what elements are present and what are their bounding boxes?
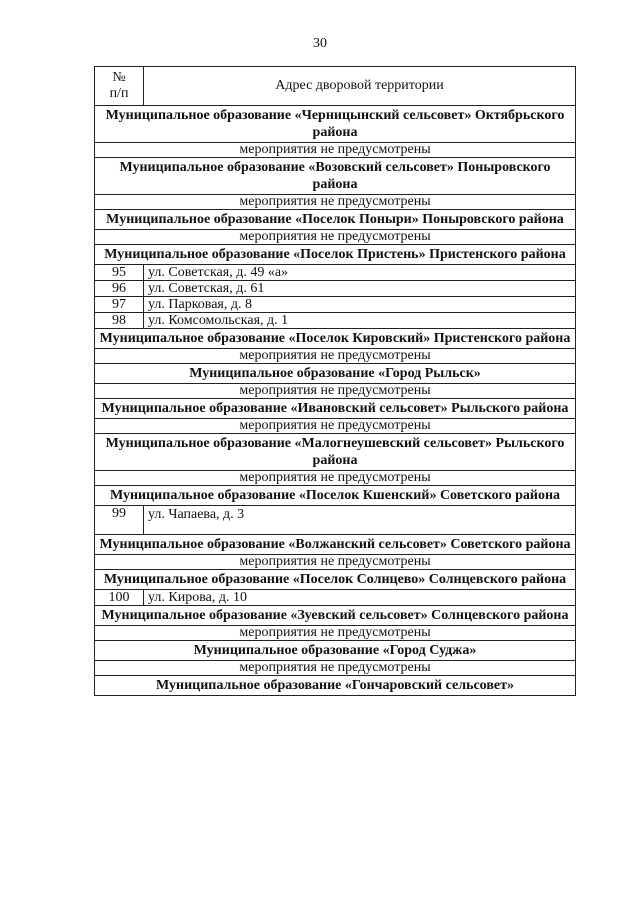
no-measures-note: мероприятия не предусмотрены (95, 349, 576, 364)
municipality-heading: Муниципальное образование «Поселок Кшенский» Советского района (95, 486, 576, 506)
no-measures-row (95, 419, 576, 434)
table-body (95, 106, 576, 696)
no-measures-row (95, 626, 576, 641)
row-address: ул. Советская, д. 61 (144, 281, 576, 297)
no-measures-row (95, 349, 576, 364)
no-measures-row (95, 555, 576, 570)
header-number (95, 67, 144, 106)
no-measures-row (95, 143, 576, 158)
no-measures-note: мероприятия не предусмотрены (95, 626, 576, 641)
no-measures-note: мероприятия не предусмотрены (95, 230, 576, 245)
no-measures-note: мероприятия не предусмотрены (95, 471, 576, 486)
table-row (95, 297, 576, 313)
row-number: 96 (95, 281, 144, 297)
municipality-heading-row (95, 606, 576, 626)
municipality-heading-row (95, 329, 576, 349)
municipality-heading-row (95, 106, 576, 143)
row-address: ул. Комсомольская, д. 1 (144, 313, 576, 329)
row-number: 99 (95, 506, 144, 535)
municipality-heading: Муниципальное образование «Зуевский сельсовет» Солнцевского района (95, 606, 576, 626)
row-address: ул. Советская, д. 49 «а» (144, 265, 576, 281)
municipality-heading: Муниципальное образование «Поселок Пристень» Пристенского района (95, 245, 576, 265)
municipality-heading: Муниципальное образование «Поселок Солнцево» Солнцевского района (95, 570, 576, 590)
no-measures-row (95, 230, 576, 245)
table-row (95, 313, 576, 329)
no-measures-note: мероприятия не предусмотрены (95, 661, 576, 676)
municipality-heading: Муниципальное образование «Гончаровский сельсовет» (95, 676, 576, 696)
table-row (95, 281, 576, 297)
municipality-heading-row (95, 210, 576, 230)
page-number: 30 (313, 36, 327, 51)
row-address: ул. Чапаева, д. 3 (144, 506, 576, 535)
table-row (95, 506, 576, 535)
municipality-heading-row (95, 158, 576, 195)
municipality-heading: Муниципальное образование «Город Суджа» (95, 641, 576, 661)
table-header-row (95, 67, 576, 106)
no-measures-note: мероприятия не предусмотрены (95, 419, 576, 434)
header-address: Адрес дворовой территории (144, 67, 576, 106)
municipality-heading-row (95, 364, 576, 384)
municipality-heading-row (95, 676, 576, 696)
no-measures-note: мероприятия не предусмотрены (95, 195, 576, 210)
municipality-heading: Муниципальное образование «Волжанский сельсовет» Советского района (95, 535, 576, 555)
municipality-heading: Муниципальное образование «Город Рыльск» (95, 364, 576, 384)
table-row (95, 590, 576, 606)
no-measures-note: мероприятия не предусмотрены (95, 384, 576, 399)
municipality-heading-row (95, 535, 576, 555)
municipality-heading: Муниципальное образование «Малогнеушевский сельсовет» Рыльского района (95, 434, 576, 471)
row-address: ул. Парковая, д. 8 (144, 297, 576, 313)
no-measures-row (95, 471, 576, 486)
municipality-heading-row (95, 570, 576, 590)
municipality-heading-row (95, 399, 576, 419)
municipality-heading: Муниципальное образование «Поселок Поныри» Поныровского района (95, 210, 576, 230)
municipality-heading-row (95, 245, 576, 265)
municipality-heading: Муниципальное образование «Возовский сельсовет» Поныровского района (95, 158, 576, 195)
municipality-heading: Муниципальное образование «Поселок Кировский» Пристенского района (95, 329, 576, 349)
no-measures-row (95, 661, 576, 676)
table-row (95, 265, 576, 281)
row-number: 97 (95, 297, 144, 313)
municipality-heading: Муниципальное образование «Черницынский сельсовет» Октябрьского района (95, 106, 576, 143)
row-number: 95 (95, 265, 144, 281)
no-measures-row (95, 384, 576, 399)
municipality-heading-row (95, 641, 576, 661)
no-measures-row (95, 195, 576, 210)
municipality-heading-row (95, 486, 576, 506)
municipality-heading-row (95, 434, 576, 471)
no-measures-note: мероприятия не предусмотрены (95, 143, 576, 158)
no-measures-note: мероприятия не предусмотрены (95, 555, 576, 570)
row-address: ул. Кирова, д. 10 (144, 590, 576, 606)
row-number: 98 (95, 313, 144, 329)
courtyard-table (94, 66, 576, 696)
municipality-heading: Муниципальное образование «Ивановский сельсовет» Рыльского района (95, 399, 576, 419)
row-number: 100 (95, 590, 144, 606)
header-number-label: № п/п (109, 70, 129, 101)
